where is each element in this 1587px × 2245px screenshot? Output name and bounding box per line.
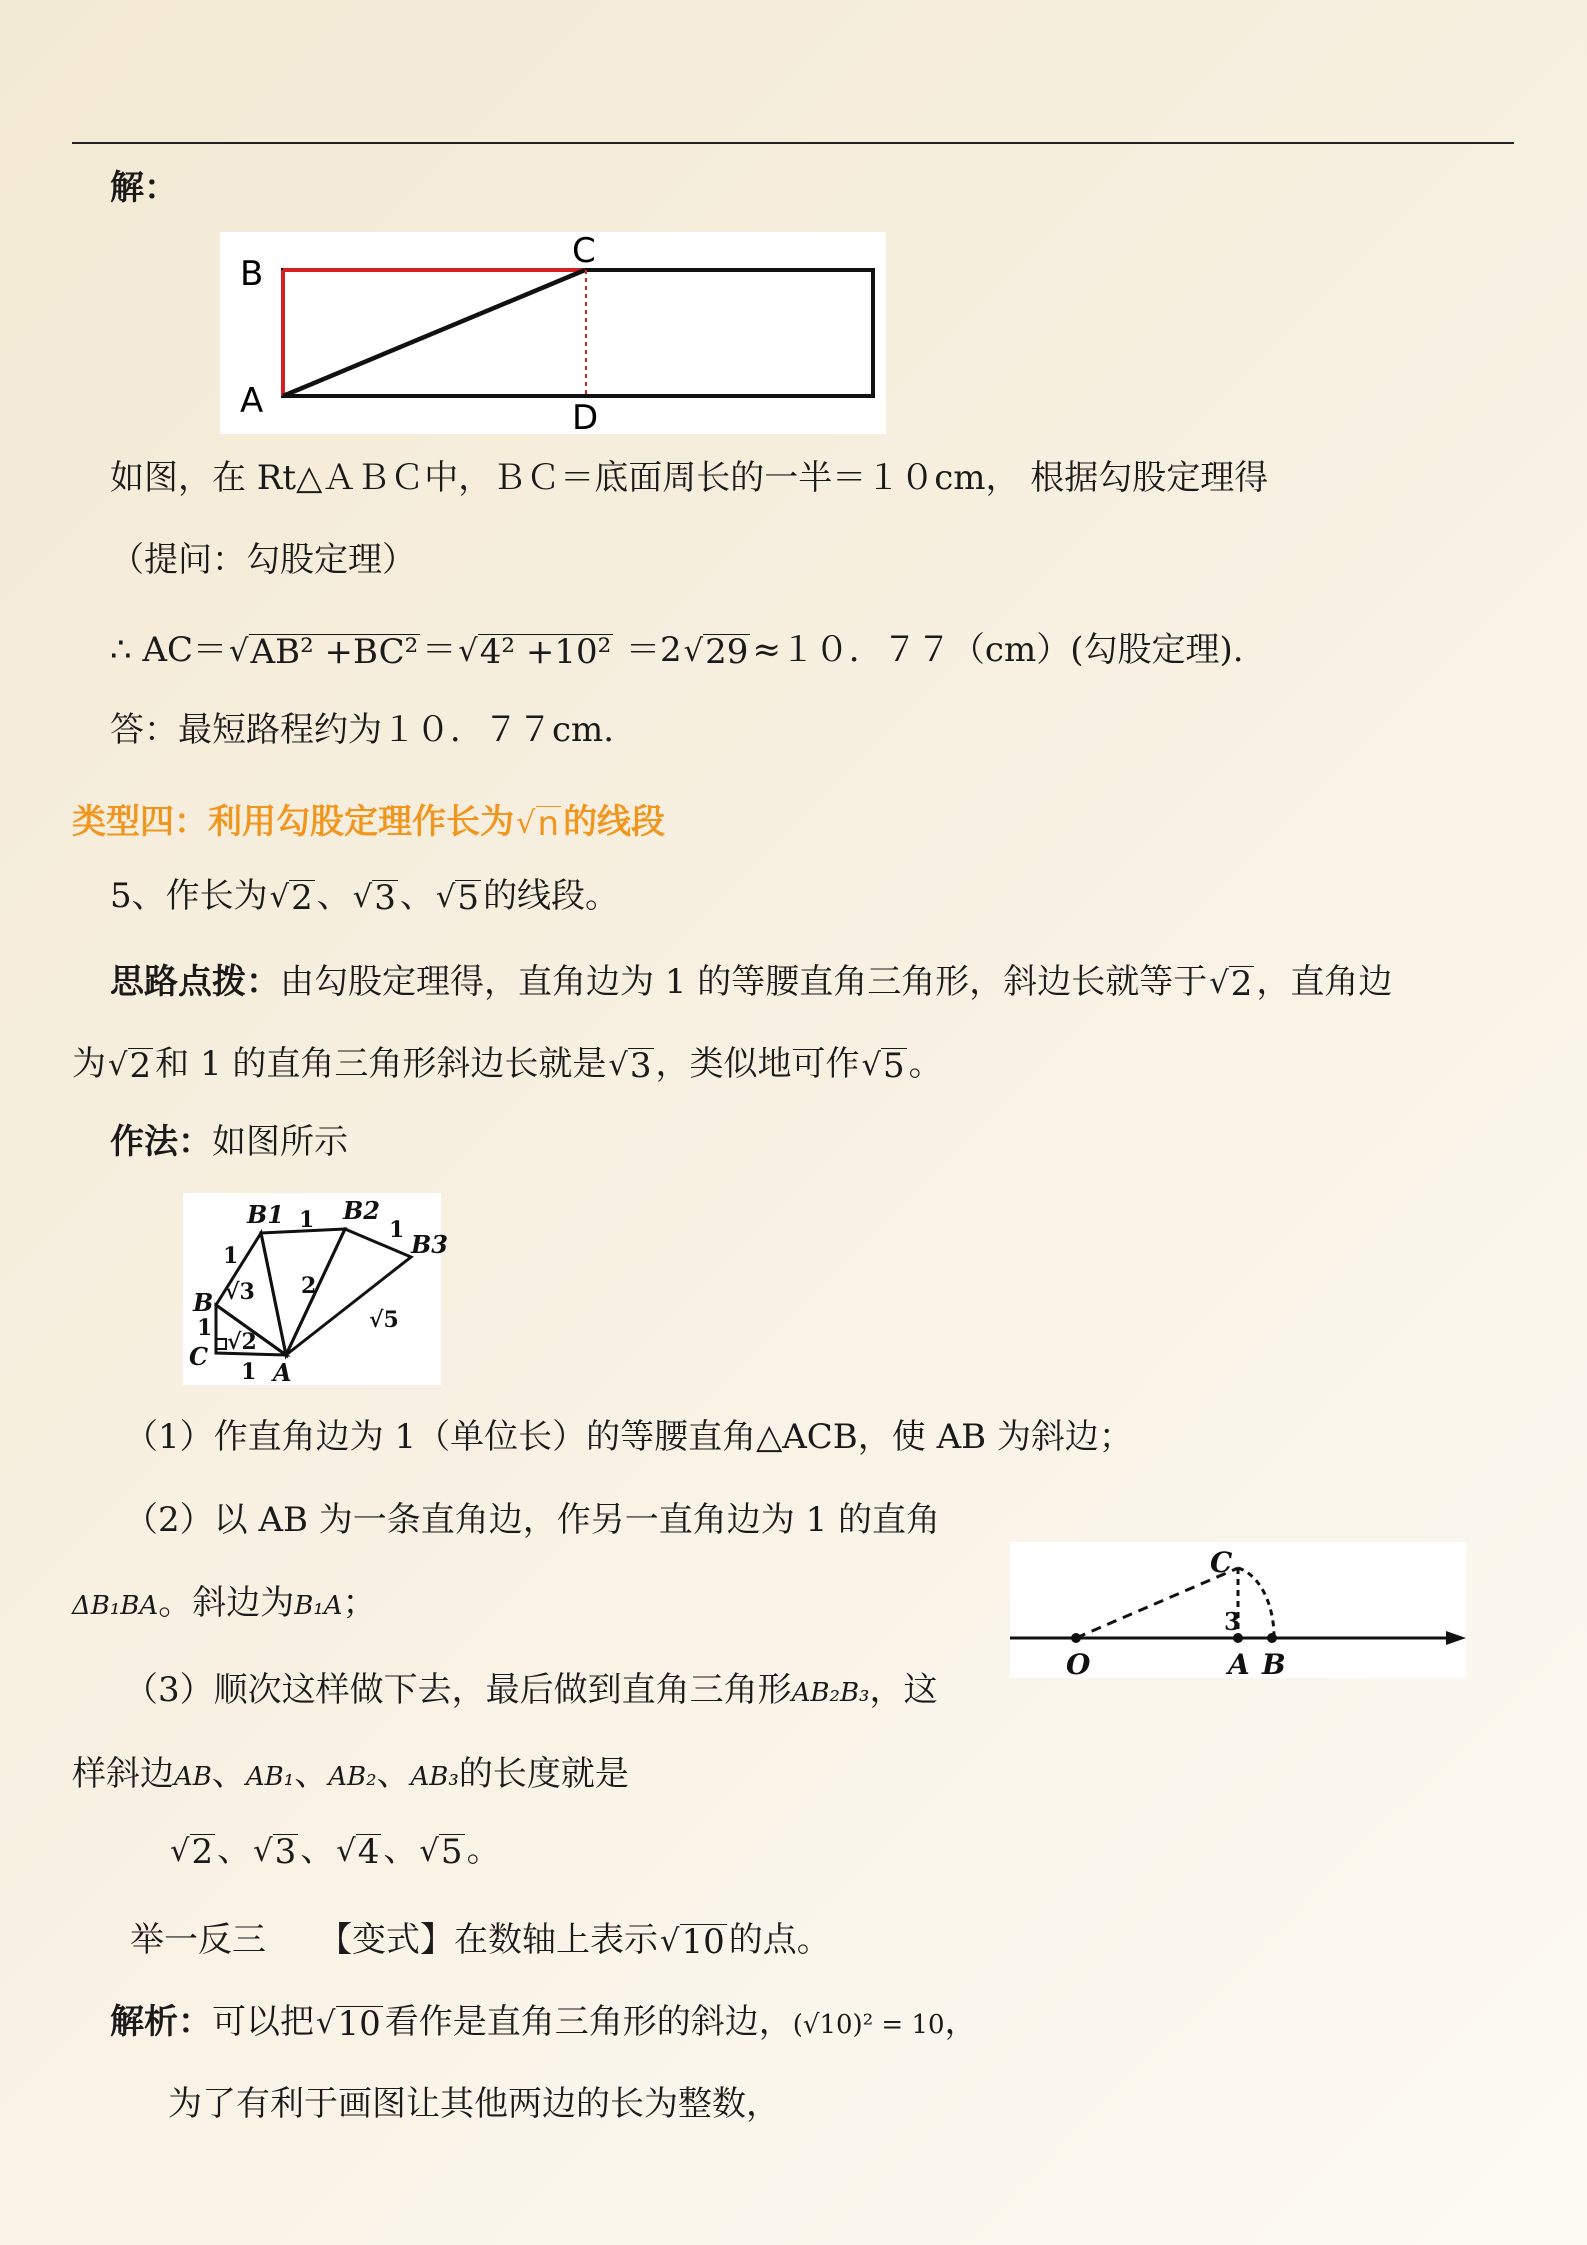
variant-label: 举一反三 — [130, 1920, 266, 1960]
root-spiral-figure — [183, 1193, 448, 1387]
label-a: A — [240, 381, 264, 421]
unrolled-rectangle — [283, 270, 873, 396]
label-a: A — [273, 1358, 292, 1387]
edge-one-b2b3: 1 — [389, 1217, 405, 1243]
label-b1: B1 — [247, 1200, 284, 1229]
axis-arrow — [1446, 1631, 1466, 1645]
edge-one-b1b2: 1 — [299, 1207, 315, 1233]
variant-line: 举一反三 【变式】在数轴上表示 √ 10 的点。 — [130, 1920, 831, 1962]
label-o: O — [1066, 1648, 1091, 1681]
hint-line-2: 为 √ 2 和 1 的直角三角形斜边长就是 √ 3 ，类似地可作 √ 5 。 — [72, 1044, 943, 1086]
step-2a: （2）以 AB 为一条直角边，作另一直角边为 1 的直角 — [124, 1500, 941, 1540]
equals-2: ＝2 — [626, 630, 682, 670]
edge-two: 2 — [301, 1273, 317, 1299]
radical-4-10: √ 4² +10² — [458, 632, 612, 672]
answer-line: 答：最短路程约为１０．７７cm. — [110, 710, 615, 750]
radical-ab-bc: √ AB² +BC² — [229, 632, 419, 672]
solution-line-2: （提问：勾股定理） — [110, 540, 416, 580]
step-1: （1）作直角边为 1（单位长）的等腰直角△ACB，使 AB 为斜边； — [124, 1417, 1133, 1457]
label-three: 3 — [1224, 1607, 1241, 1636]
radical-29: √ 29 — [683, 632, 749, 672]
question-5: 5、作长为 √ 2 、 √ 3 、 √ 5 的线段。 — [110, 876, 620, 918]
label-c: C — [189, 1342, 209, 1371]
label-c: C — [1210, 1546, 1233, 1579]
unrolled-cylinder-figure — [220, 231, 886, 438]
arc-cb — [1238, 1568, 1274, 1638]
step-2b: ΔB₁BA。斜边为B₁A； — [72, 1583, 377, 1623]
hint-line-1: 思路点拨：由勾股定理得，直角边为 1 的等腰直角三角形，斜边长就等于 √ 2 ，直角边 — [110, 962, 1393, 1004]
roots-list: √ 2 、 √ 3 、 √ 4 、 √ 5 。 — [170, 1830, 501, 1872]
number-line-figure — [1010, 1542, 1466, 1681]
segment-ac — [283, 270, 585, 396]
radical-n: √ n — [516, 804, 560, 844]
header-rule — [72, 142, 1514, 144]
point-o — [1071, 1633, 1081, 1643]
label-a: A — [1228, 1648, 1250, 1681]
edge-one-ca: 1 — [241, 1359, 257, 1385]
edge-root5: √5 — [369, 1307, 399, 1333]
edge-root3: √3 — [225, 1279, 255, 1305]
step-3a: （3）顺次这样做下去，最后做到直角三角形AB₂B₃，这 — [124, 1670, 938, 1710]
therefore-symbol: ∴ — [110, 630, 132, 670]
hint-label: 思路点拨： — [110, 962, 280, 1002]
point-b — [1267, 1633, 1277, 1643]
edge-one-cb: 1 — [197, 1315, 213, 1341]
label-b3: B3 — [411, 1230, 448, 1259]
method-label: 作法： — [110, 1122, 212, 1162]
last-line: 为了有利于画图让其他两边的长为整数， — [168, 2084, 780, 2124]
label-b2: B2 — [343, 1196, 380, 1225]
analysis-label: 解析： — [110, 2002, 212, 2042]
edge-root2: √2 — [227, 1329, 257, 1355]
section-heading-type4: 类型四：利用勾股定理作长为 √ n 的线段 — [72, 802, 666, 844]
solution-label: 解： — [110, 168, 178, 208]
solution-line-3 — [110, 630, 1244, 671]
ac-label: AC＝ — [142, 630, 228, 670]
analysis-line: 解析：可以把 √ 10 看作是直角三角形的斜边，(√10)² = 10， — [110, 2002, 979, 2044]
label-b: B — [1262, 1648, 1286, 1681]
method-line: 作法：如图所示 — [110, 1122, 348, 1162]
solution-line-1: 如图，在 Rt△ＡＢＣ中，ＢＣ＝底面周长的一半＝１０cm， 根据勾股定理得 — [110, 458, 1269, 498]
step-3b: 样斜边AB、AB₁、AB₂、AB₃的长度就是 — [72, 1754, 629, 1794]
label-d: D — [572, 398, 599, 438]
edge-one-bb1: 1 — [223, 1243, 239, 1269]
label-b: B — [193, 1288, 214, 1317]
label-b: B — [240, 254, 264, 294]
approx-result: ≈１０．７７（cm）(勾股定理). — [752, 630, 1244, 670]
label-c: C — [572, 231, 596, 271]
equals-1: ＝ — [422, 630, 457, 670]
